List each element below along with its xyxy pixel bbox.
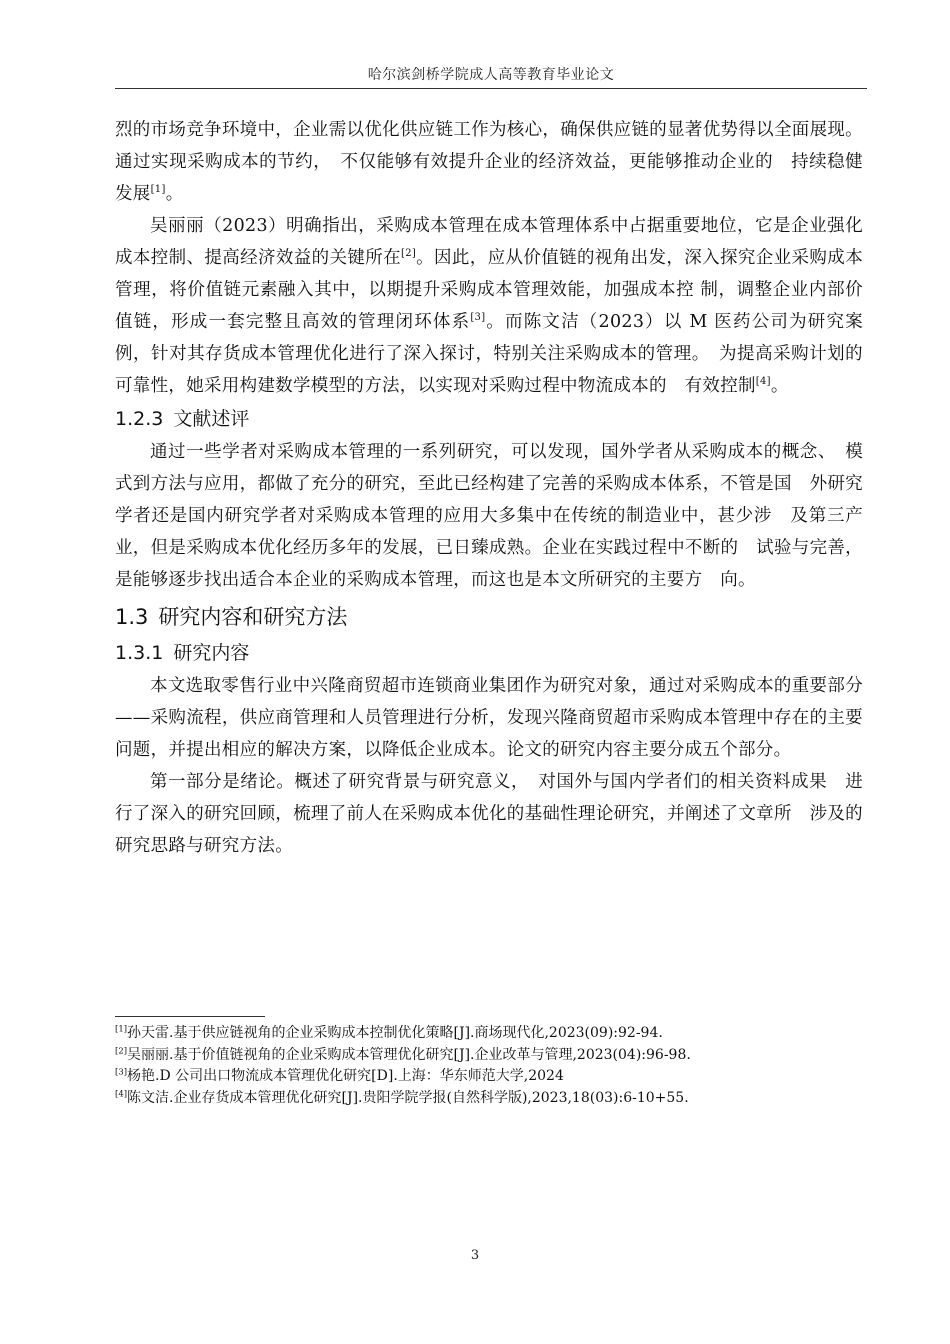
heading-number: 1.2.3 xyxy=(115,408,164,430)
heading-number: 1.3.1 xyxy=(115,642,164,664)
footnote-item xyxy=(115,1045,875,1067)
footnote-text: 孙天雷.基于供应链视角的企业采购成本控制优化策略[J].商场现代化,2023(09):92-94. xyxy=(127,1025,663,1041)
paragraph-tail: 。 xyxy=(165,184,184,204)
page-number: 3 xyxy=(470,1248,480,1263)
footnote-mark: [1] xyxy=(115,1024,128,1035)
citation-ref: [2] xyxy=(401,248,417,260)
footnote-text: 吴丽丽.基于价值链视角的企业采购成本管理优化研究[J].企业改革与管理,2023(04):96-98. xyxy=(127,1046,691,1063)
paragraph-text: 烈的市场竞争环境中，企业需以优化供应链工作为核心，确保供应链的显著优势得以全面展现。通过实现采购成本的节约， 不仅能够有效提升企业的经济效益，更能够推动企业的 持续稳健发展 xyxy=(115,120,863,204)
footnote-item xyxy=(115,1023,875,1045)
footnote-text: 陈文洁.企业存货成本管理优化研究[J].贵阳学院学报(自然科学版),2023,18(03):6-10+55. xyxy=(127,1089,689,1106)
citation-ref: [3] xyxy=(470,312,486,324)
footnotes xyxy=(115,1023,875,1109)
citation-ref: [4] xyxy=(755,376,771,388)
footnote-mark: [2] xyxy=(115,1045,128,1056)
paragraph-continuation xyxy=(115,114,863,210)
footnote-item xyxy=(115,1066,875,1088)
heading-1-3 xyxy=(115,600,863,634)
paragraph-tail: 。 xyxy=(770,376,789,396)
paragraph-part-one: 第一部分是绪论。概述了研究背景与研究意义， 对国外与国内学者们的相关资料成果 进行了深入的研究回顾，梳理了前人在采购成本优化的基础性理论研究，并阐述了文章所 涉及的研究思路与研究方法。 xyxy=(115,772,863,856)
heading-title: 文献述评 xyxy=(173,408,250,430)
paragraph-text: 。因此，应从价值链的视角出发，深入探究企业采购成本管理，将价值链元素融入其中，以期提升采购成本管理效能，加强成本控 制，调整企业内部价值链，形成一套完整且高效的管理闭环体系 xyxy=(115,248,863,332)
paragraph-wu-lili xyxy=(115,210,863,402)
footnote-divider xyxy=(115,1016,265,1017)
citation-ref: [1] xyxy=(150,184,166,196)
paragraph-literature-review: 通过一些学者对采购成本管理的一系列研究，可以发现，国外学者从采购成本的概念、 模式到方法与应用，都做了充分的研究，至此已经构建了完善的采购成本体系，不管是国 外研究学者还是国内研究学者对采购成本管理的应用大多集中在传统的制造业中，甚少涉 及第三产业，但是采购成本优化经历多年的发展，已日臻成熟。企业在实践过程中不断的 试验与完善，是能够逐步找出适合本企业的采购成本管理，而这也是本文所研究的主要方 向。 xyxy=(115,442,863,590)
paragraph-text: 。而陈文洁（2023）以 M 医药公司为研究案例，针对其存货成本管理优化进行了深入探讨，特别关注采购成本的管理。 为提高采购计划的可靠性，她采用构建数学模型的方法，以实现对采购过程中物流成本的 有效控制 xyxy=(115,312,864,396)
footnote-item xyxy=(115,1088,875,1110)
page-header: 哈尔滨剑桥学院成人高等教育毕业论文 xyxy=(367,67,615,83)
heading-number: 1.3 xyxy=(115,605,149,629)
footnote-mark: [4] xyxy=(115,1088,128,1099)
heading-1-2-3 xyxy=(115,402,863,436)
heading-title: 研究内容和研究方法 xyxy=(158,605,348,629)
footnote-mark: [3] xyxy=(115,1067,128,1078)
heading-1-3-1 xyxy=(115,636,863,670)
paragraph-text: 吴丽丽（2023）明确指出，采购成本管理在成本管理体系中占据重要地位，它是企业强化成本控制、提高经济效益的关键所在 xyxy=(115,216,863,268)
header-divider xyxy=(115,88,867,89)
paragraph-research-object: 本文选取零售行业中兴隆商贸超市连锁商业集团作为研究对象，通过对采购成本的重要部分——采购流程，供应商管理和人员管理进行分析，发现兴隆商贸超市采购成本管理中存在的主要问题，并提出相应的解决方案，以降低企业成本。论文的研究内容主要分成五个部分。 xyxy=(115,676,863,760)
body-text xyxy=(115,114,863,862)
footnote-text: 杨艳.D 公司出口物流成本管理优化研究[D].上海：华东师范大学,2024 xyxy=(127,1068,564,1084)
heading-title: 研究内容 xyxy=(173,642,250,664)
